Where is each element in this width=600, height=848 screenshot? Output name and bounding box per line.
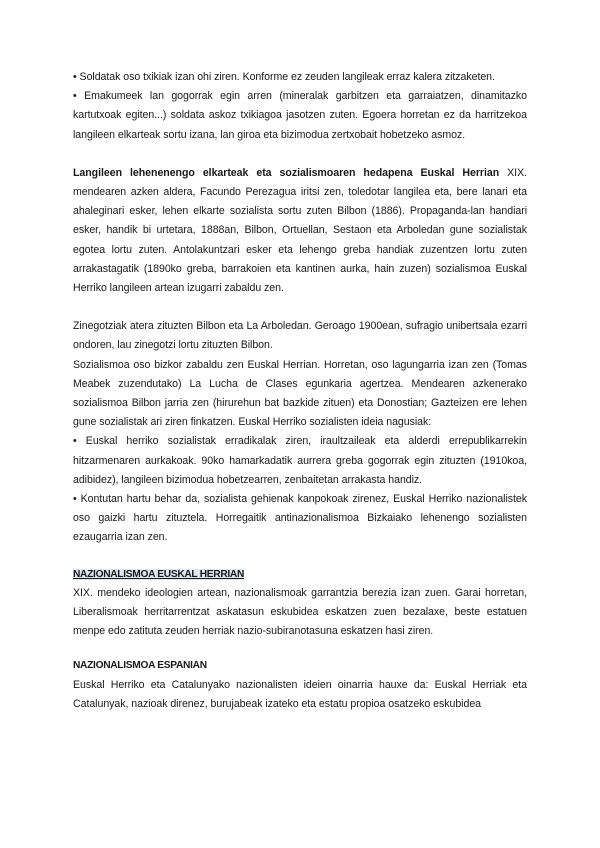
- paragraph-councillors: Zinegotziak atera zituzten Bilbon eta La Arboledan. Geroago 1900ean, sufragio unibertsala ezarri ondoren, lau zinegotzi lortu zituzten Bilbon.: [73, 320, 527, 352]
- paragraph-first-associations-text: XIX. mendearen azken aldera, Facundo Perezagua iritsi zen, toledotar langilea eta, bere lanari eta ahaleginari esker, lehen elkarte sozialista sortu zuten Bilbon (1886). Propaganda-lan handiari esker, handik bi urtetara, 1888an, Bilbon, Ortuellan, Sestaon eta Arboledan gune sozialistak egotea lortu zuten. Antolakuntzari esker eta lehengo greba handiak zuzentzen lortu zuten arrakastagatik (1890ko greba, barrakoien eta kantinen aurka, hain zuzen) sozialismoa Euskal Herriko langileen artean izugarri zabaldu zen.: [73, 166, 527, 295]
- bullet-wages: • Soldatak oso txikiak izan ohi ziren. Konforme ez zeuden langileak erraz kalera zitzaketen.: [73, 71, 495, 83]
- paragraph-lead-title: Langileen lehenenengo elkarteak eta sozialismoaren hedapena Euskal Herrian: [73, 166, 500, 179]
- paragraph-socialism-spread: Sozialismoa oso bizkor zabaldu zen Euskal Herrian. Horretan, oso lagungarria izan zen (Tomas Meabek zuzendutako) La Lucha de Clases egunkaria agertzea. Mendearen azkenerako sozialismoa Bilbon jarria zen (hirurehun bat bazkide zituen) eta Donostian; Gazteizen ere lehen gune sozialistak ari ziren finkatzen. Euskal Herriko sozialisten ideia nagusiak:: [73, 358, 527, 429]
- paragraph-nationalism-spain: Euskal Herriko eta Catalunyako nazionalisten ideien oinarria hauxe da: Euskal Herriak eta Catalunyak, nazioak direnez, burujabeak izateko eta estatu propioa osatzeko eskubidea: [73, 678, 527, 710]
- section-heading-text: NAZIONALISMOA EUSKAL HERRIAN: [73, 568, 245, 580]
- bullet-antinationalism: • Kontutan hartu behar da, sozialista gehienak kanpokoak zirenez, Euskal Herriko nazionalistek oso gaizki hartu zituztela. Horregaitik antinazionalismoa Bizkaiako lehenengo sozialisten ezaugarria izan zen.: [73, 493, 527, 544]
- section-heading-nationalism-basque: [73, 565, 527, 584]
- bullet-women-work: • Emakumeek lan gogorrak egin arren (mineralak garbitzen eta garraiatzen, dinamitazko kartutxoak egiten...) soldata askoz txikiagoa jasotzen zuten. Egoera horretan ez da harritzekoa langileen elkarteak sortu izana, lan giroa eta bizimodua zertxobait hobetzeko asmoz.: [73, 90, 527, 141]
- bullet-radical-socialists: • Euskal herriko sozialistak erradikalak ziren, iraultzaileak eta alderdi errepublikarrekin hitzarmenaren aurkakoak. 90ko hamarkadatik aurrera greba gogorrak egin zituzten (1910koa, adibidez), langileen bizimodua hobetzearren, zenbaitetan arrakasta handiz.: [73, 435, 527, 486]
- paragraph-nationalism-intro: XIX. mendeko ideologien artean, nazionalismoak garrantzia berezia izan zuen. Garai horretan, Liberalismoak herritarrentzat askatasun eskubidea eskatzen zuen bezalaxe, beste estatuen menpe edo zatituta zeuden herriak nazio-subiranotasuna eskatzen hasi ziren.: [73, 586, 527, 638]
- section-heading-text: NAZIONALISMOA ESPANIAN: [73, 660, 207, 672]
- section-heading-nationalism-spain: [73, 656, 527, 675]
- paragraph-first-associations: [73, 164, 527, 298]
